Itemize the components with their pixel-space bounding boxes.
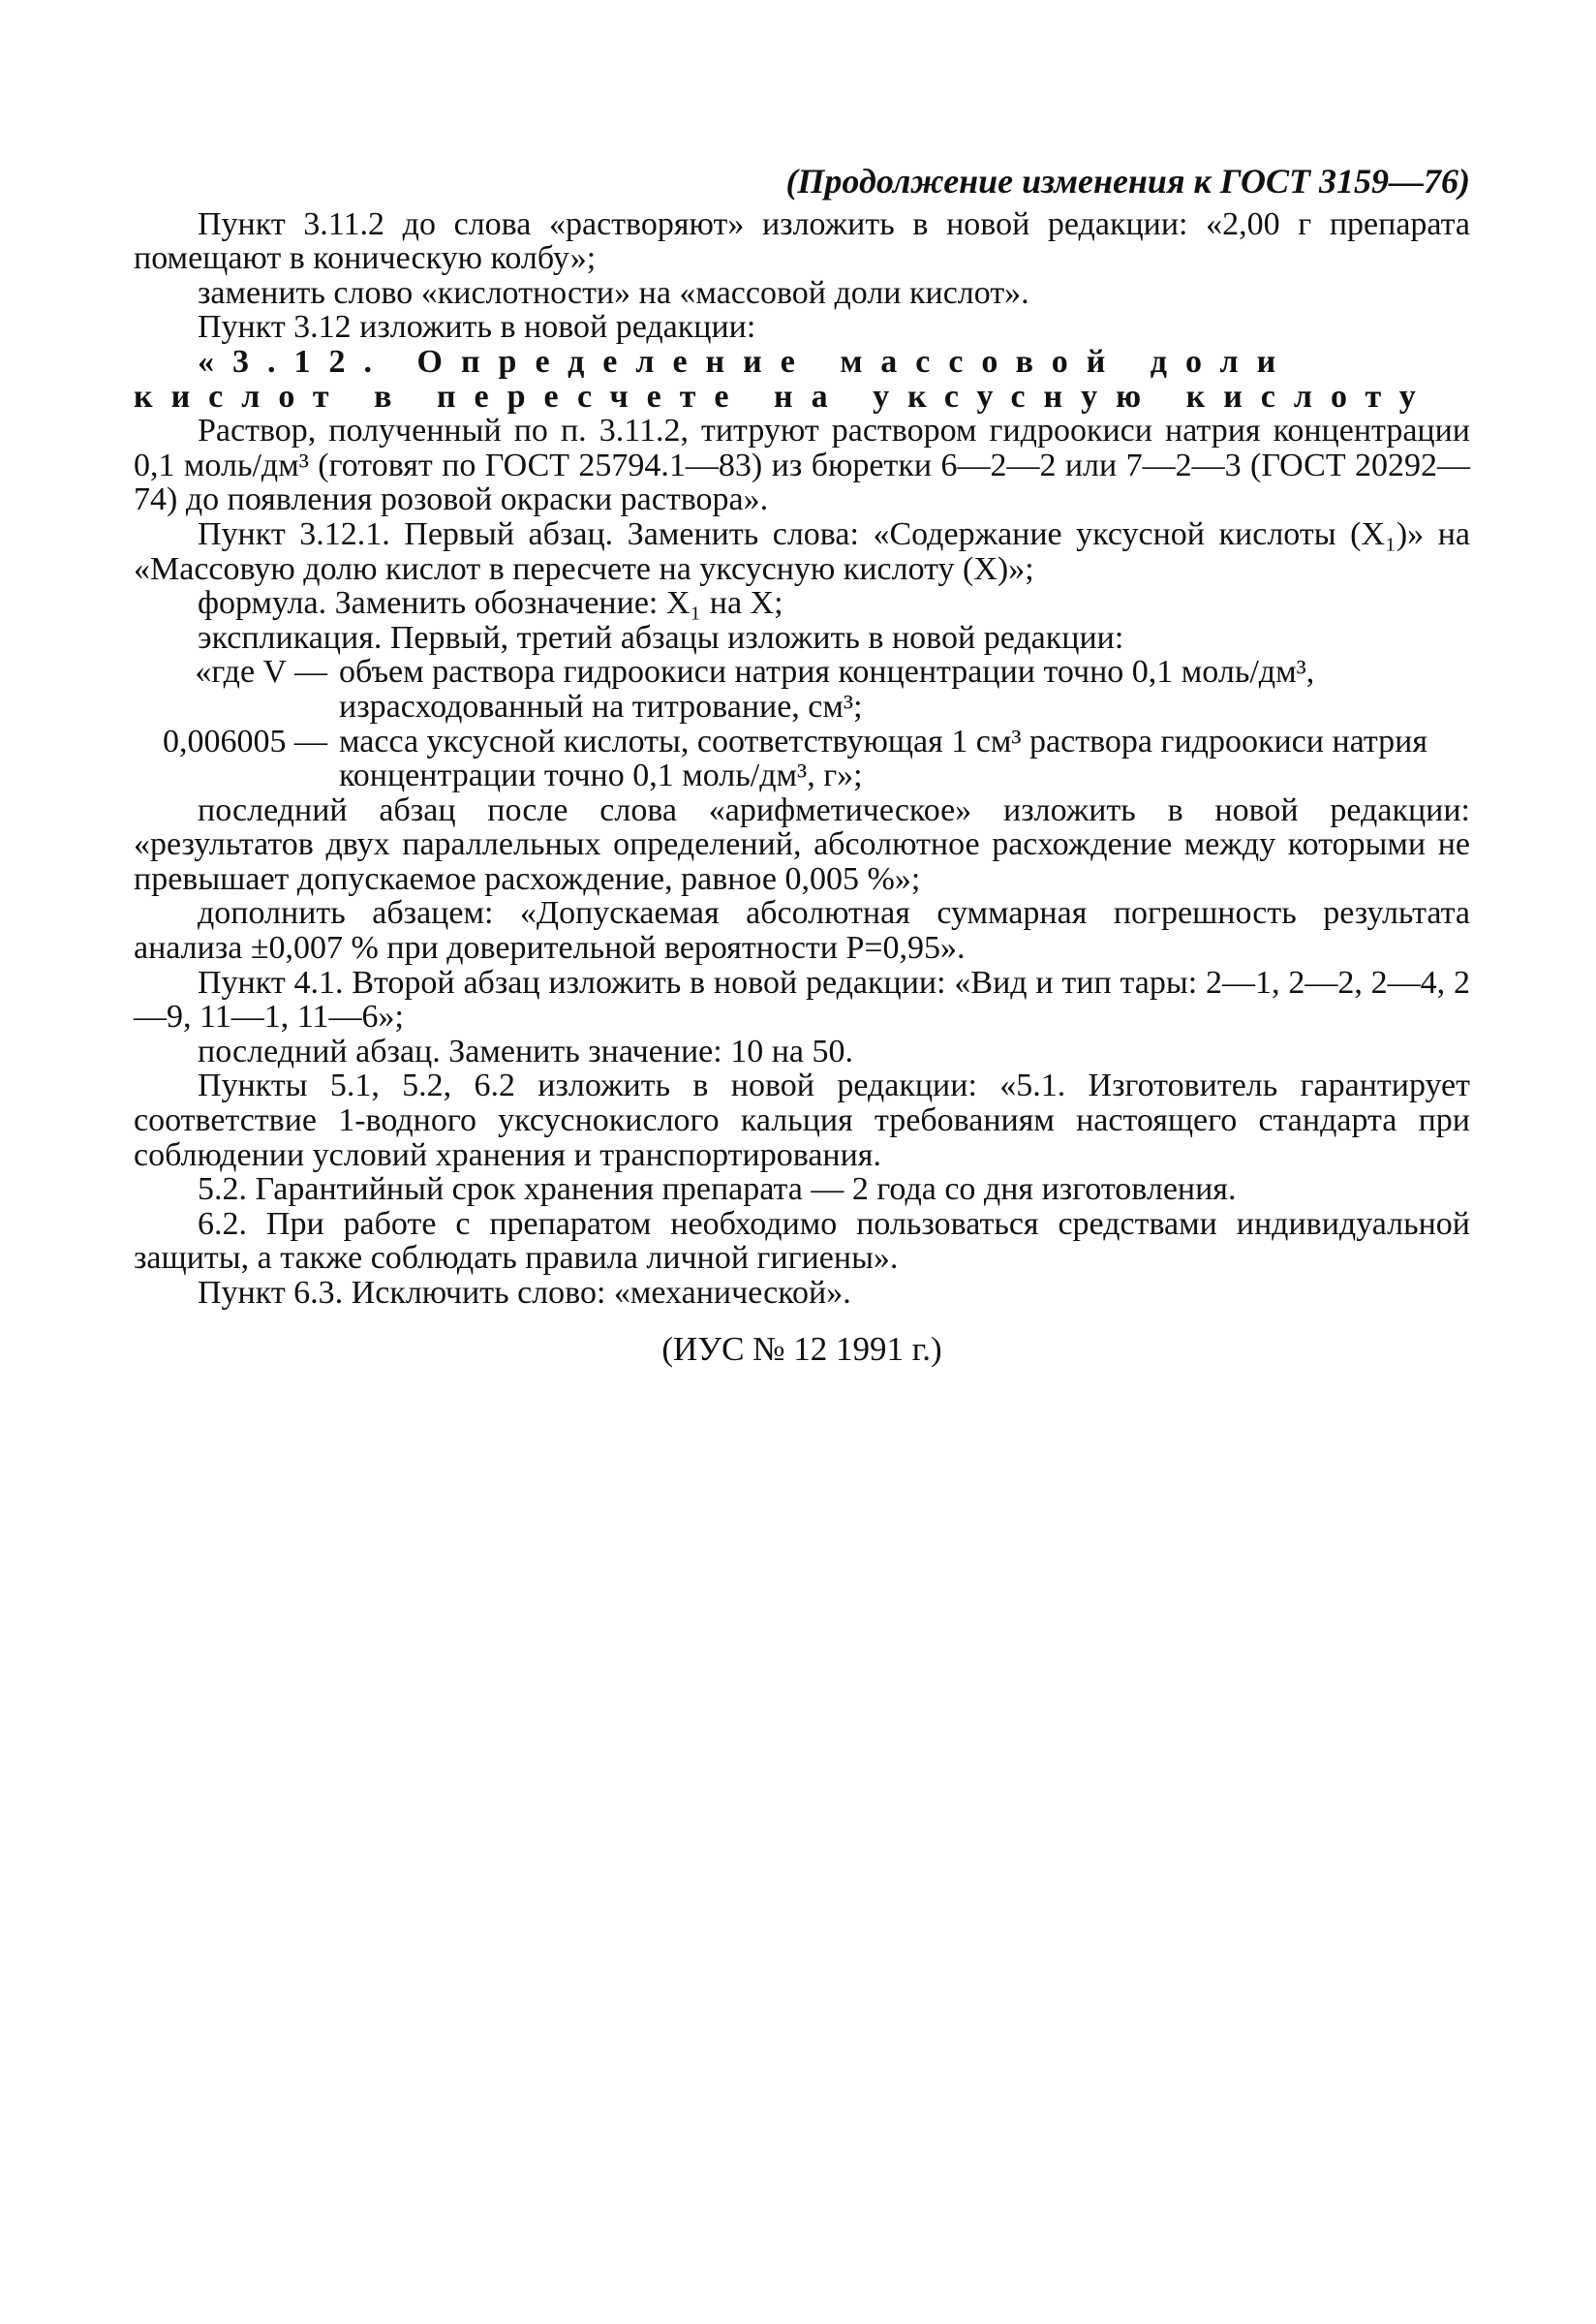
paragraph-4-1: Пункт 4.1. Второй абзац изложить в новой редакции: «Вид и тип тары: 2—1, 2—2, 2—4, 2—9, 11—1, 11—6»; <box>134 964 1470 1036</box>
explication-term: 0,006005 — <box>163 723 327 759</box>
explication-definition: масса уксусной кислоты, соответствующая 1 см³ раствора гидроокиси натрия концентрации точно 0,1 моль/дм³, г»; <box>339 723 1427 794</box>
paragraph-add-abzac: дополнить абзацем: «Допускаемая абсолютная суммарная погрешность результата анализа ±0,007 % при доверительной вероятности P=0,95». <box>134 895 1470 967</box>
paragraph-3-12-intro: Пункт 3.12 изложить в новой редакции: <box>198 309 756 346</box>
paragraph-titration: Раствор, полученный по п. 3.11.2, титруют раствором гидроокиси натрия концентрации 0,1 моль/дм³ (готовят по ГОСТ 25794.1—83) из бюретки 6—2—2 или 7—2—3 (ГОСТ 20292—74) до появления розовой окраски раствора». <box>134 413 1470 518</box>
source-footer: (ИУС № 12 1991 г.) <box>661 1329 942 1368</box>
paragraph-last-abzac: последний абзац после слова «арифметическое» изложить в новой редакции: «результатов двух параллельных определений, абсолютное расхождение между которыми не превышает допускаемое расхождение, равное 0,005 %»; <box>134 791 1470 897</box>
paragraph-replace-word: заменить слово «кислотности» на «массовой доли кислот». <box>198 274 1029 311</box>
paragraph-6-2: 6.2. При работе с препаратом необходимо пользоваться средствами индивидуальной защиты, а также соблюдать правила личной гигиены». <box>134 1205 1470 1277</box>
paragraph-formula: формула. Заменить обозначение: X₁ на X; <box>198 585 783 622</box>
paragraph-6-3: Пункт 6.3. Исключить слово: «механической». <box>198 1275 851 1311</box>
continuation-header: (Продолжение изменения к ГОСТ 3159—76) <box>785 162 1470 201</box>
explication-item-v <box>134 655 1470 724</box>
explication-term: «где V — <box>195 654 327 691</box>
paragraph-explication: экспликация. Первый, третий абзацы изложить в новой редакции: <box>198 619 1124 656</box>
paragraph-5-1: Пункты 5.1, 5.2, 6.2 изложить в новой редакции: «5.1. Изготовитель гарантирует соответствие 1-водного уксуснокислого кальция требованиям настоящего стандарта при соблюдении условий хранения и транспортирования. <box>134 1068 1470 1173</box>
paragraph-3-12-1: Пункт 3.12.1. Первый абзац. Заменить слова: «Содержание уксусной кислоты (X₁)» на «Массовую долю кислот в пересчете на уксусную кислоту (X)»; <box>134 515 1470 587</box>
explication-item-mass <box>134 725 1470 793</box>
document-body <box>134 162 1470 1368</box>
explication-definition: объем раствора гидроокиси натрия концентрации точно 0,1 моль/дм³, израсходованный на титрование, см³; <box>339 654 1315 725</box>
paragraph-5-2: 5.2. Гарантийный срок хранения препарата — 2 года со дня изготовления. <box>198 1171 1237 1208</box>
paragraph-3-11-2: Пункт 3.11.2 до слова «растворяют» изложить в новой редакции: «2,00 г препарата помещают в коническую колбу»; <box>134 205 1470 277</box>
section-heading-3-12: «3.12. Определение массовой доли кислот в пересчете на уксусную кислоту <box>134 343 1434 415</box>
paragraph-replace-value: последний абзац. Заменить значение: 10 на 50. <box>198 1033 853 1069</box>
